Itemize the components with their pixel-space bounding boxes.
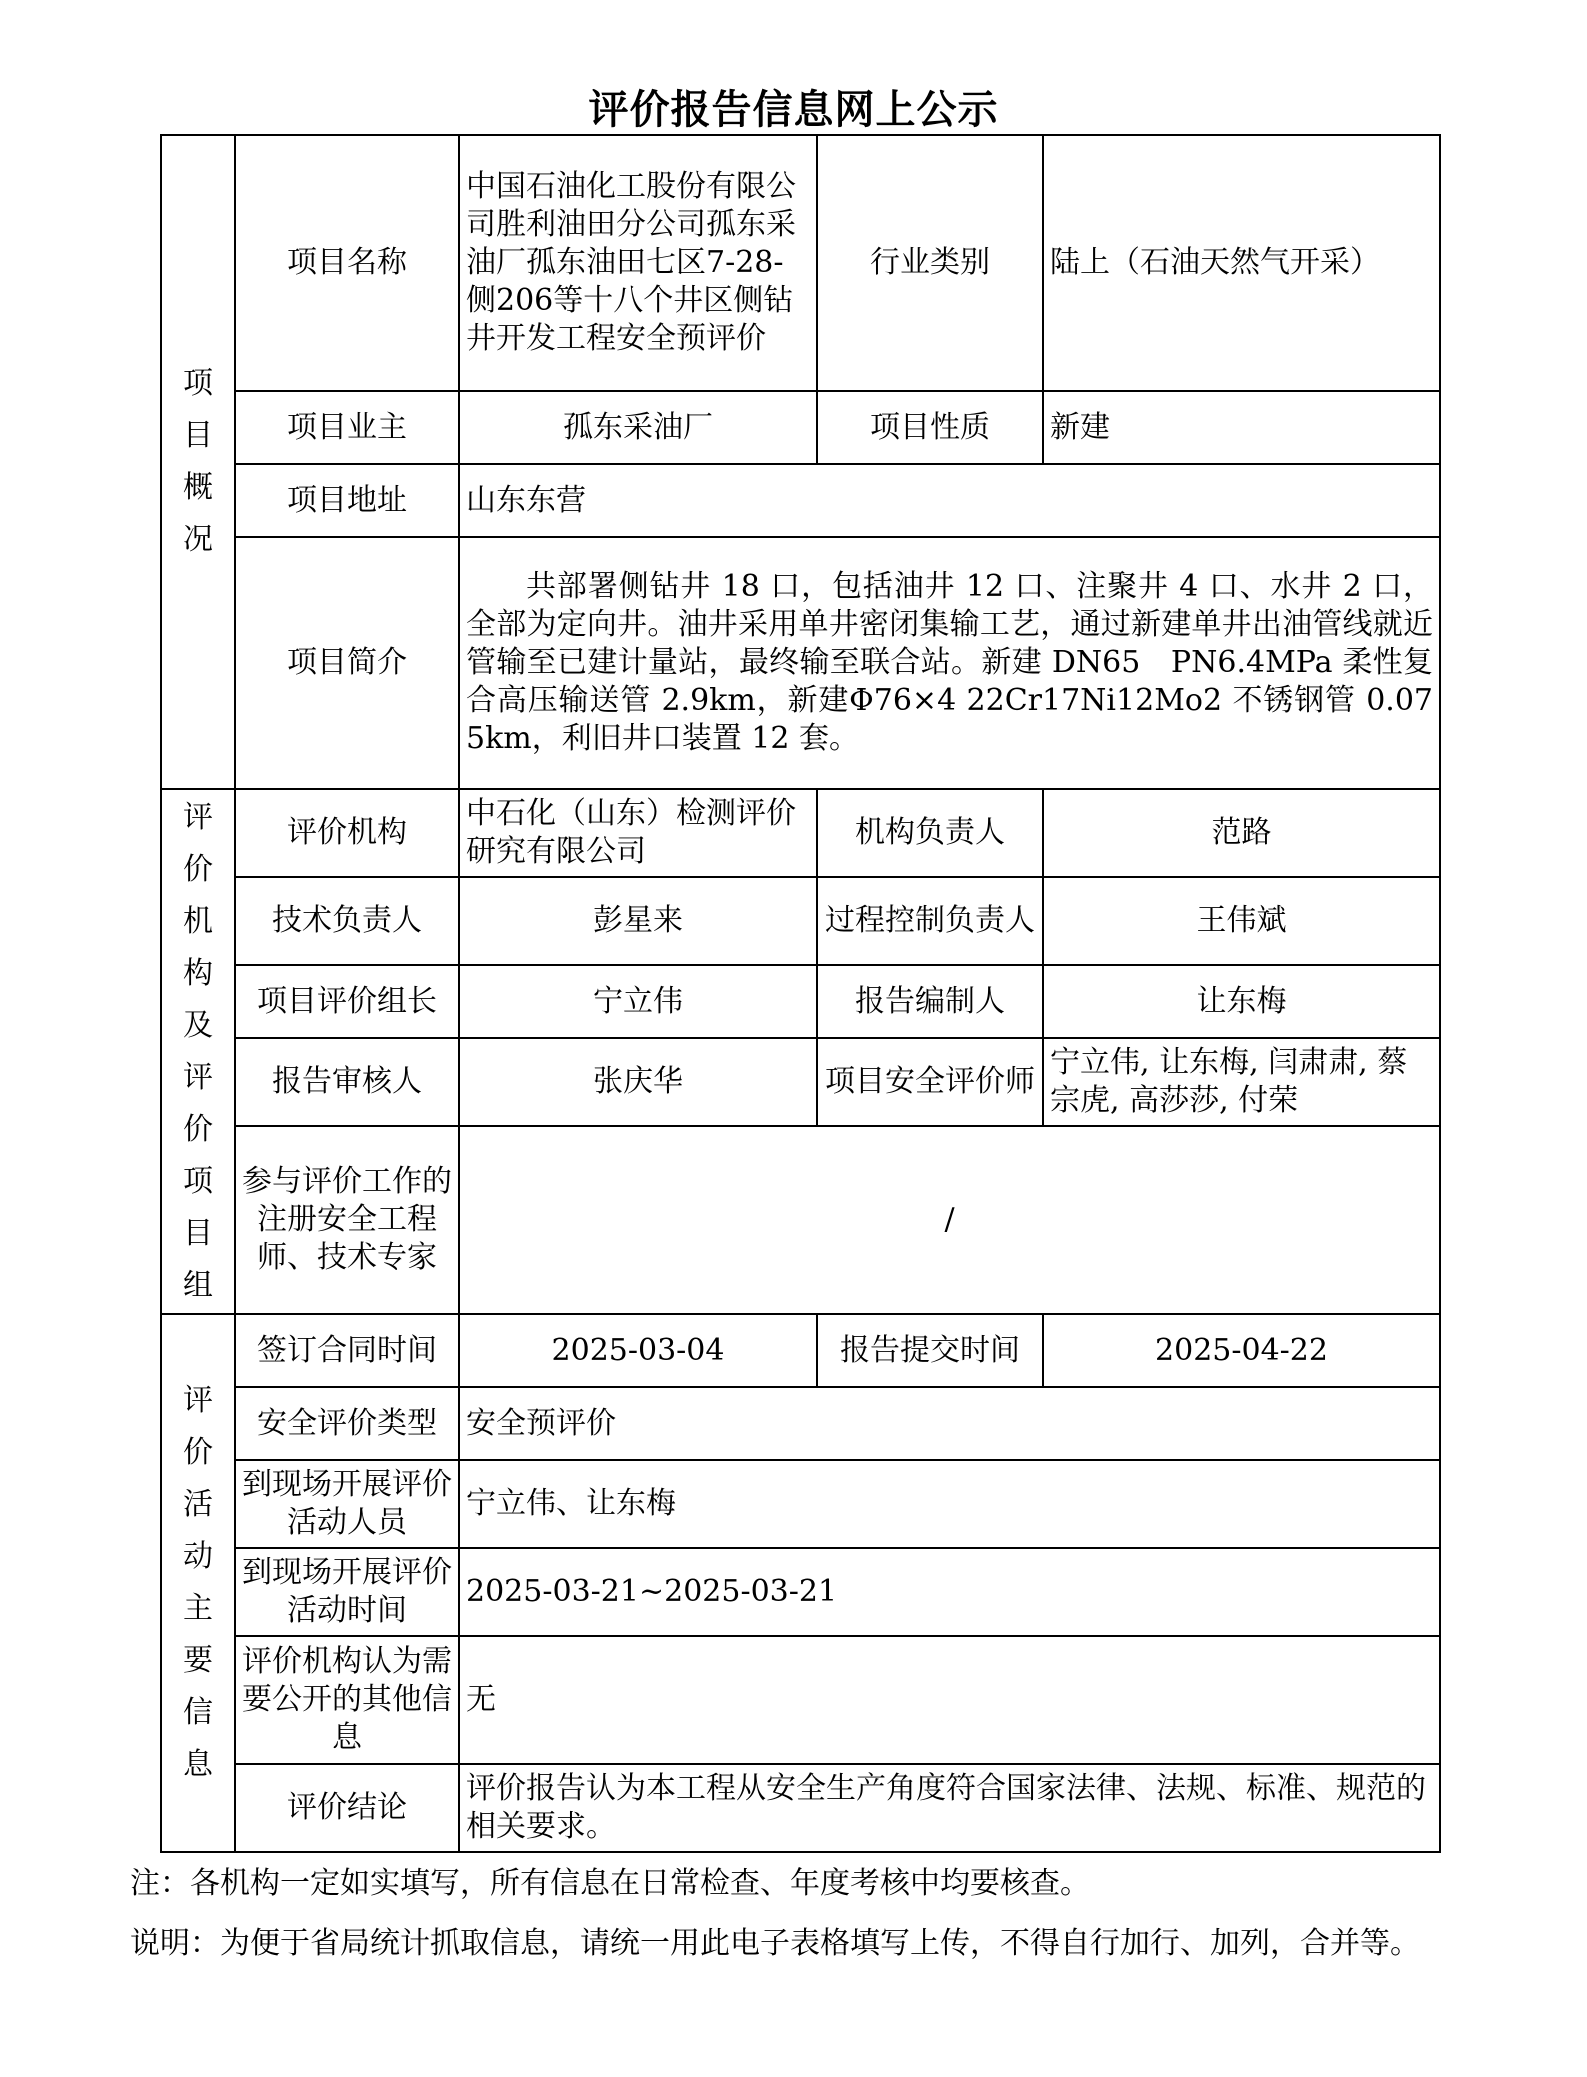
value-institution: 中石化（山东）检测评价研究有限公司 [459, 789, 817, 877]
label-conclusion: 评价结论 [235, 1764, 459, 1852]
row-contract-date [161, 1314, 1440, 1387]
value-industry: 陆上（石油天然气开采） [1043, 135, 1440, 391]
note-2: 说明：为便于省局统计抓取信息，请统一用此电子表格填写上传，不得自行加行、加列，合并等。 [130, 1926, 1420, 1961]
label-reviewer: 报告审核人 [235, 1038, 459, 1126]
row-eval-type [161, 1387, 1440, 1460]
section-overview-label: 项目概况 [183, 366, 213, 557]
label-tech-lead: 技术负责人 [235, 877, 459, 965]
label-experts: 参与评价工作的注册安全工程师、技术专家 [235, 1126, 459, 1314]
row-team-lead [161, 965, 1440, 1038]
label-nature: 项目性质 [817, 391, 1043, 464]
label-industry: 行业类别 [817, 135, 1043, 391]
value-evaluators: 宁立伟, 让东梅, 闫肃肃, 蔡宗虎, 高莎莎, 付荣 [1043, 1038, 1440, 1126]
section-org [161, 789, 235, 1314]
value-submit-date: 2025-04-22 [1043, 1314, 1440, 1387]
label-contract-date: 签订合同时间 [235, 1314, 459, 1387]
label-owner: 项目业主 [235, 391, 459, 464]
label-institution: 评价机构 [235, 789, 459, 877]
value-conclusion: 评价报告认为本工程从安全生产角度符合国家法律、法规、标准、规范的相关要求。 [459, 1764, 1440, 1852]
value-experts: / [459, 1126, 1440, 1314]
section-activity-label: 评价活动主要信息 [183, 1383, 213, 1782]
value-contract-date: 2025-03-04 [459, 1314, 817, 1387]
row-experts [161, 1126, 1440, 1314]
value-eval-type: 安全预评价 [459, 1387, 1440, 1460]
value-onsite-staff: 宁立伟、让东梅 [459, 1460, 1440, 1548]
label-onsite-staff: 到现场开展评价活动人员 [235, 1460, 459, 1548]
label-evaluators: 项目安全评价师 [817, 1038, 1043, 1126]
value-intro: 共部署侧钻井 18 口，包括油井 12 口、注聚井 4 口、水井 2 口，全部为定向井。油井采用单井密闭集输工艺，通过新建单井出油管线就近管输至已建计量站，最终输至联合站。新建 DN65 PN6.4MPa 柔性复合高压输送管 2.9km，新建Φ76×4 22Cr17Ni12Mo2 不锈钢管 0.075km，利旧井口装置 12 套。 [459, 537, 1440, 789]
row-onsite-time [161, 1548, 1440, 1636]
value-project-name: 中国石油化工股份有限公司胜利油田分公司孤东采油厂孤东油田七区7-28-侧206等十八个井区侧钻井开发工程安全预评价 [459, 135, 817, 391]
page-title: 评价报告信息网上公示 [588, 87, 999, 133]
label-project-name: 项目名称 [235, 135, 459, 391]
value-reviewer: 张庆华 [459, 1038, 817, 1126]
value-nature: 新建 [1043, 391, 1440, 464]
row-tech-lead [161, 877, 1440, 965]
value-head: 范路 [1043, 789, 1440, 877]
label-address: 项目地址 [235, 464, 459, 537]
value-team-lead: 宁立伟 [459, 965, 817, 1038]
info-table [160, 134, 1441, 1853]
label-eval-type: 安全评价类型 [235, 1387, 459, 1460]
section-org-label: 评价机构及评价项目组 [183, 799, 213, 1303]
value-owner: 孤东采油厂 [459, 391, 817, 464]
label-intro: 项目简介 [235, 537, 459, 789]
label-head: 机构负责人 [817, 789, 1043, 877]
row-conclusion [161, 1764, 1440, 1852]
row-reviewer [161, 1038, 1440, 1126]
value-other-info: 无 [459, 1636, 1440, 1764]
label-process-lead: 过程控制负责人 [817, 877, 1043, 965]
row-address [161, 464, 1440, 537]
label-onsite-time: 到现场开展评价活动时间 [235, 1548, 459, 1636]
section-activity [161, 1314, 235, 1852]
section-overview [161, 135, 235, 789]
row-project-name [161, 135, 1440, 391]
value-onsite-time: 2025-03-21~2025-03-21 [459, 1548, 1440, 1636]
label-other-info: 评价机构认为需要公开的其他信息 [235, 1636, 459, 1764]
label-team-lead: 项目评价组长 [235, 965, 459, 1038]
row-institution [161, 789, 1440, 877]
label-submit-date: 报告提交时间 [817, 1314, 1043, 1387]
value-author: 让东梅 [1043, 965, 1440, 1038]
value-process-lead: 王伟斌 [1043, 877, 1440, 965]
value-address: 山东东营 [459, 464, 1440, 537]
row-intro [161, 537, 1440, 789]
row-onsite-staff [161, 1460, 1440, 1548]
value-tech-lead: 彭星来 [459, 877, 817, 965]
label-author: 报告编制人 [817, 965, 1043, 1038]
row-owner [161, 391, 1440, 464]
note-1: 注：各机构一定如实填写，所有信息在日常检查、年度考核中均要核查。 [130, 1866, 1090, 1901]
row-other-info [161, 1636, 1440, 1764]
